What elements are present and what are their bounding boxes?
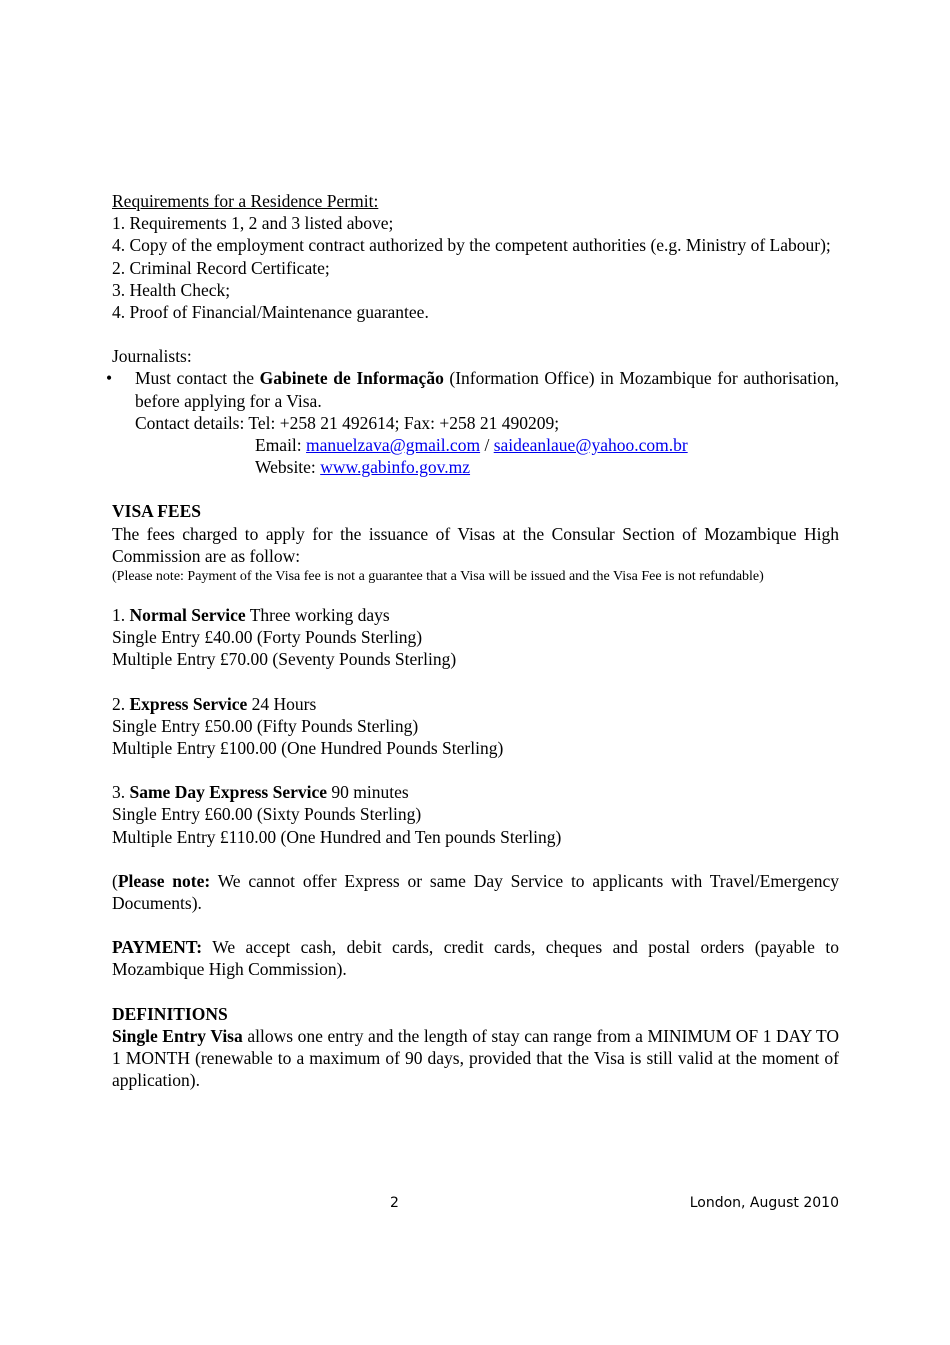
website-link[interactable]: www.gabinfo.gov.mz (320, 457, 471, 478)
single-entry-fee: Single Entry £40.00 (Forty Pounds Sterling) (112, 627, 423, 648)
email-line: Email: manuelzava@gmail.com / saideanlaue@yahoo.com.br (255, 435, 688, 456)
document-page (106, 190, 840, 1092)
residence-item: 4. Copy of the employment contract authorized by the competent authorities (e.g. Ministry of Labour); (112, 235, 831, 256)
residence-heading: Requirements for a Residence Permit: (112, 191, 379, 211)
journalists-heading: Journalists: (112, 346, 192, 367)
visa-fees-heading: VISA FEES (112, 501, 201, 522)
single-entry-fee: Single Entry £60.00 (Sixty Pounds Sterling) (112, 804, 422, 825)
email-link-manuelzava[interactable]: manuelzava@gmail.com (306, 435, 481, 456)
multiple-entry-fee: Multiple Entry £110.00 (One Hundred and Ten pounds Sterling) (112, 826, 562, 847)
service-block (112, 604, 839, 671)
service-block (112, 693, 839, 760)
website-line: Website: www.gabinfo.gov.mz (255, 457, 471, 478)
payment-paragraph: PAYMENT: We accept cash, debit cards, credit cards, cheques and postal orders (payable to Mozambique High Commission). (112, 937, 839, 980)
journalists-bullet-item: • Must contact the Gabinete de Informação (Information Office) in Mozambique for authorisation, before applying for a Visa. (106, 368, 840, 411)
residence-item: 1. Requirements 1, 2 and 3 listed above; (112, 213, 394, 234)
service-title: 2. Express Service 24 Hours (112, 693, 317, 714)
bullet-icon: • (106, 368, 113, 389)
residence-item: 2. Criminal Record Certificate; (112, 257, 330, 278)
definitions-heading: DEFINITIONS (112, 1003, 228, 1024)
multiple-entry-fee: Multiple Entry £70.00 (Seventy Pounds Sterling) (112, 649, 457, 670)
service-title: 3. Same Day Express Service 90 minutes (112, 782, 409, 803)
single-entry-visa-definition: Single Entry Visa allows one entry and the length of stay can range from a MINIMUM OF 1 DAY TO 1 MONTH (renewable to a maximum of 90 days, provided that the Visa is still valid at the moment of application). (112, 1025, 839, 1091)
residence-item: 4. Proof of Financial/Maintenance guarantee. (112, 302, 429, 323)
express-service-note: (Please note: We cannot offer Express or same Day Service to applicants with Travel/Emergency Documents). (112, 870, 839, 914)
service-block (112, 781, 839, 848)
service-title: 1. Normal Service Three working days (112, 605, 390, 626)
information-office-name: Gabinete de Informação (259, 368, 444, 389)
footer-location-date: London, August 2010 (689, 1195, 839, 1211)
residence-item: 3. Health Check; (112, 279, 231, 300)
email-link-saideanlaue[interactable]: saideanlaue@yahoo.com.br (493, 435, 688, 456)
single-entry-fee: Single Entry £50.00 (Fifty Pounds Sterling) (112, 715, 419, 736)
page-footer (112, 1192, 839, 1212)
visa-fee-refund-note: (Please note: Payment of the Visa fee is not a guarantee that a Visa will be issued and the Visa Fee is not refundable) (112, 569, 764, 585)
visa-fees-intro: The fees charged to apply for the issuance of Visas at the Consular Section of Mozambique High Commission are as follow: (112, 523, 839, 566)
page-number: 2 (390, 1195, 399, 1211)
contact-details: Contact details: Tel: +258 21 492614; Fax: +258 21 490209; (135, 412, 560, 433)
multiple-entry-fee: Multiple Entry £100.00 (One Hundred Pounds Sterling) (112, 738, 504, 759)
